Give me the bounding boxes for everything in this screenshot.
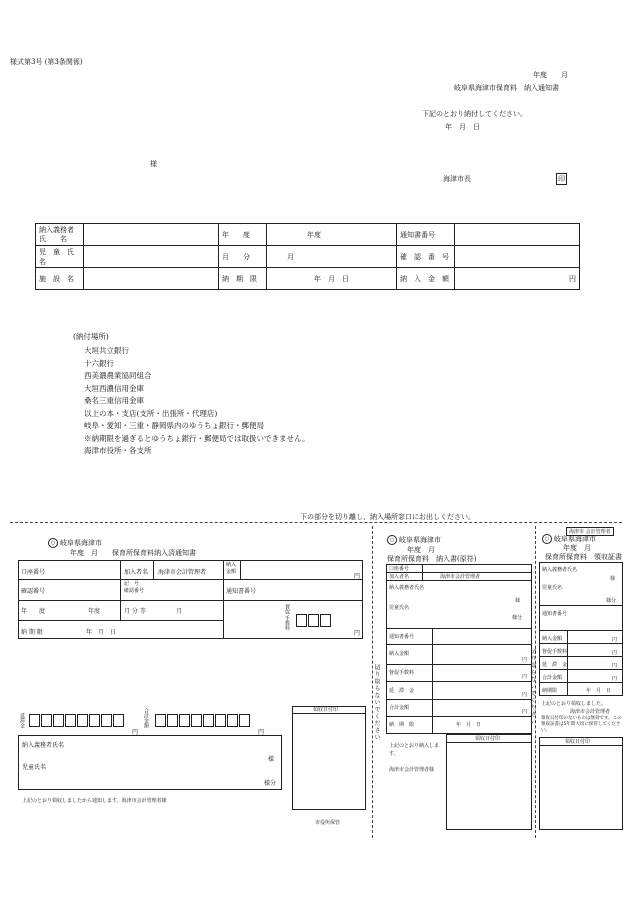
slip2-payer-label: 納入義務者氏名 [389, 585, 425, 591]
slip3-amount-yen: 円 [612, 637, 618, 643]
slip1-amount-yen: 円 [354, 573, 361, 580]
slip2-title: 保育所保育料 納入書(原符) [387, 555, 477, 563]
slip3-small-note: 領収日付印のないものは無効です。この領収証書は5年間大切に保管してください。 [541, 716, 622, 733]
payer-name-value [84, 224, 219, 246]
slip2-receipt-note: 上記のとおり納入します。 [389, 743, 440, 757]
due-date-label: 納 期 限 [219, 268, 267, 290]
slip1-due-value: 年 月 日 [86, 629, 117, 636]
slip1-late-yen: 円 [132, 729, 139, 736]
slip2-stamp-box [446, 734, 532, 830]
slip2-amount-label: 納入金額 [389, 651, 410, 657]
slip2-due-value: 年 月 日 [456, 722, 482, 728]
slip3-badge: 海津市 会計管理者 [566, 527, 614, 536]
confirm-number-value [455, 246, 580, 268]
cut-instruction: 下の部分を切り離し、納入場所窓口にお出しください。 [300, 513, 475, 521]
place-item: 海津市役所・各支所 [84, 446, 152, 455]
form-number: 様式第3号 (第3条関係) [10, 58, 83, 66]
slip1-fee-cells [296, 614, 332, 627]
slip3-total-label: 合計金額 [542, 675, 563, 681]
child-name-label: 児 童 氏 名 [36, 246, 84, 268]
confirm-number-label: 確 認 番 号 [397, 246, 455, 268]
slip1-month-label: 月 分 等 [124, 608, 146, 615]
slip2-cut-note-left: 切り取らないでください [373, 664, 380, 741]
slip1-title: 保育所保育料納入済通知書 [112, 549, 196, 557]
slip2-late-yen: 円 [522, 692, 528, 698]
slip3-late-yen: 円 [612, 663, 618, 669]
slip2-signer: 海津市会計管理者様 [389, 767, 435, 773]
slip3-org: ○ 岐阜県海津市 [542, 534, 596, 544]
slip3-stamp-label: 領収日付印 [565, 739, 591, 745]
amount-value: 円 [455, 268, 580, 290]
slip2-account-label: 口座番号 [389, 566, 410, 572]
slip1-payer-label: 納入義務者氏名 [22, 742, 65, 749]
place-item: ※納期限を過ぎるとゆうちょ銀行・郵便局では取扱いできません。 [84, 433, 310, 443]
slip3-child-label: 児童氏名 [542, 585, 563, 591]
place-item: 岐阜・愛知・三重・静岡県内のゆうちょ銀行・郵便局 [84, 421, 264, 430]
slip1-account-label: 口座番号 [21, 569, 46, 576]
slip3-stamp-box [539, 737, 623, 830]
slip1-confirm-label: 確認番号 [21, 588, 46, 595]
slip3-title: 保育所保育料 領収証書 [545, 553, 622, 561]
slip2-org: ○ 岐阜県海津市 [387, 535, 441, 545]
slip1-child-sama: 様分 [264, 780, 277, 787]
slip2-fee-label: 督促手数料 [389, 670, 415, 676]
slip1-org: ○ 岐阜県海津市 [48, 538, 102, 548]
slip3-notice-no-label: 通知書番号 [542, 611, 568, 617]
slip2-fee-yen: 円 [522, 674, 528, 680]
slip1-due-label: 納 期 限 [21, 629, 43, 636]
slip1-fiscal-label: 年 度 [21, 608, 46, 615]
place-item: 以上の本・支店(支所・出張所・代理店) [84, 408, 218, 418]
slip1-total-cells [155, 714, 251, 727]
slip3-total-yen: 円 [612, 676, 618, 682]
slip1-amount-label: 納入 金額 [226, 562, 237, 575]
slip2-total-yen: 円 [522, 709, 528, 715]
slip1-year-month: 年度 月 [70, 549, 98, 557]
slip2-child-label: 児童氏名 [389, 605, 410, 611]
slip1-symbol-label: 記 号 確認番号 [124, 581, 145, 594]
month-value: 月 [267, 246, 397, 268]
slip1-receipt-note: 上記のとおり領収しましたから通知します。海津市会計管理者様 [22, 798, 167, 804]
fiscal-year-label: 年 度 [219, 224, 267, 246]
page-title: 岐阜県海津市保育料 納入通知書 [454, 84, 559, 92]
due-date-value: 年 月 日 [267, 268, 397, 290]
city-logo-icon: ○ [48, 538, 58, 548]
slip1-month-value: 月 [176, 608, 183, 615]
slip2-stamp-label: 領収日付印 [475, 736, 501, 742]
slip2-late-label: 延 滞 金 [389, 688, 415, 694]
slip1-payer-sama: 様 [268, 756, 275, 763]
slip1-total-label: 合計金額 [143, 708, 149, 728]
places-list [84, 345, 309, 458]
slip1-notice-no-label: 通知書番号 [226, 588, 257, 595]
slip1-fee-label: 督促 手数料 [284, 604, 290, 631]
fiscal-year-value: 年度 [267, 224, 397, 246]
city-logo-icon: ○ [387, 535, 397, 545]
slip2-subscriber-label: 加入者名 [389, 574, 410, 580]
slip1-subscriber-label: 加入者名 [124, 569, 149, 576]
slip3-payer-label: 納入義務者氏名 [542, 567, 578, 573]
places-heading: (納付場所) [73, 332, 109, 341]
cut-line [10, 522, 622, 523]
slip2-subscriber-value: 海津市会計管理者 [440, 574, 481, 580]
slip3-child-sama: 様分 [606, 598, 617, 604]
facility-name-value [84, 268, 219, 290]
addressee-sama: 様 [150, 160, 157, 168]
slip3-fee-label: 督促手数料 [542, 649, 568, 655]
slip1-fee-yen: 円 [354, 630, 361, 637]
slip1-subscriber-value: 海津市会計管理者 [158, 569, 207, 576]
slip1-child-label: 児童氏名 [22, 764, 47, 771]
slip2-due-label: 納 期 限 [389, 722, 415, 728]
notice-number-label: 通知書番号 [397, 224, 455, 246]
notice-number-value [455, 224, 580, 246]
place-item: 十六銀行 [84, 358, 114, 368]
slip3-late-label: 延 滞 金 [542, 662, 568, 668]
slip1-stamp-label: 領収日付印 [313, 707, 339, 713]
place-item: 桑名三重信用金庫 [84, 396, 144, 405]
issue-date: 年 月 日 [445, 123, 480, 131]
slip2-payer-sama: 様 [515, 598, 521, 604]
slip2-amount-yen: 円 [522, 657, 528, 663]
place-item: 大垣西濃信用金庫 [84, 383, 144, 393]
facility-name-label: 施 設 名 [36, 268, 84, 290]
slip3-amount-label: 納入金額 [542, 636, 563, 642]
seal-mark: 印 [558, 175, 565, 183]
mayor-label: 海津市長 [443, 175, 471, 183]
slip1-fiscal-value: 年度 [88, 608, 101, 615]
city-logo-icon: ○ [542, 534, 552, 544]
slip1-late-cells [29, 714, 125, 727]
slip2-year-month: 年度 月 [407, 546, 435, 554]
slip3-due-label: 納期限 [542, 688, 558, 694]
payment-request-note: 下記のとおり納付してください。 [422, 110, 527, 118]
slip3-payer-sama: 様 [610, 576, 616, 582]
place-item: 大垣共立銀行 [84, 346, 129, 355]
child-name-value [84, 246, 219, 268]
slip3-fee-yen: 円 [612, 650, 618, 656]
slip1-keep-label: 市役所保管 [315, 820, 341, 826]
amount-label: 納 入 金 額 [397, 268, 455, 290]
slip3-receipt-note: 上記のとおり領収しました。 [541, 701, 607, 707]
slip3-year-month: 年度 月 [563, 544, 591, 552]
slip2-child-sama: 様分 [512, 615, 523, 621]
month-label: 月 分 [219, 246, 267, 268]
slip1-stamp-box [292, 706, 366, 810]
slip2-cut-note-right: 切り取らないでください [529, 648, 536, 725]
header-year-month: 年度 月 [533, 71, 568, 79]
slip3-due-value: 年 月 日 [586, 688, 612, 694]
place-item: 西美濃農業協同組合 [84, 371, 152, 380]
slip1-total-yen: 円 [258, 729, 265, 736]
slip1-late-label: 延滞金 [19, 713, 25, 728]
payer-name-label: 納入義務者 氏 名 [36, 224, 84, 246]
slip2-total-label: 合計金額 [389, 705, 410, 711]
slip3-signer: 海津市会計管理者 [570, 709, 611, 715]
slip2-notice-no-label: 通知書番号 [389, 634, 415, 640]
